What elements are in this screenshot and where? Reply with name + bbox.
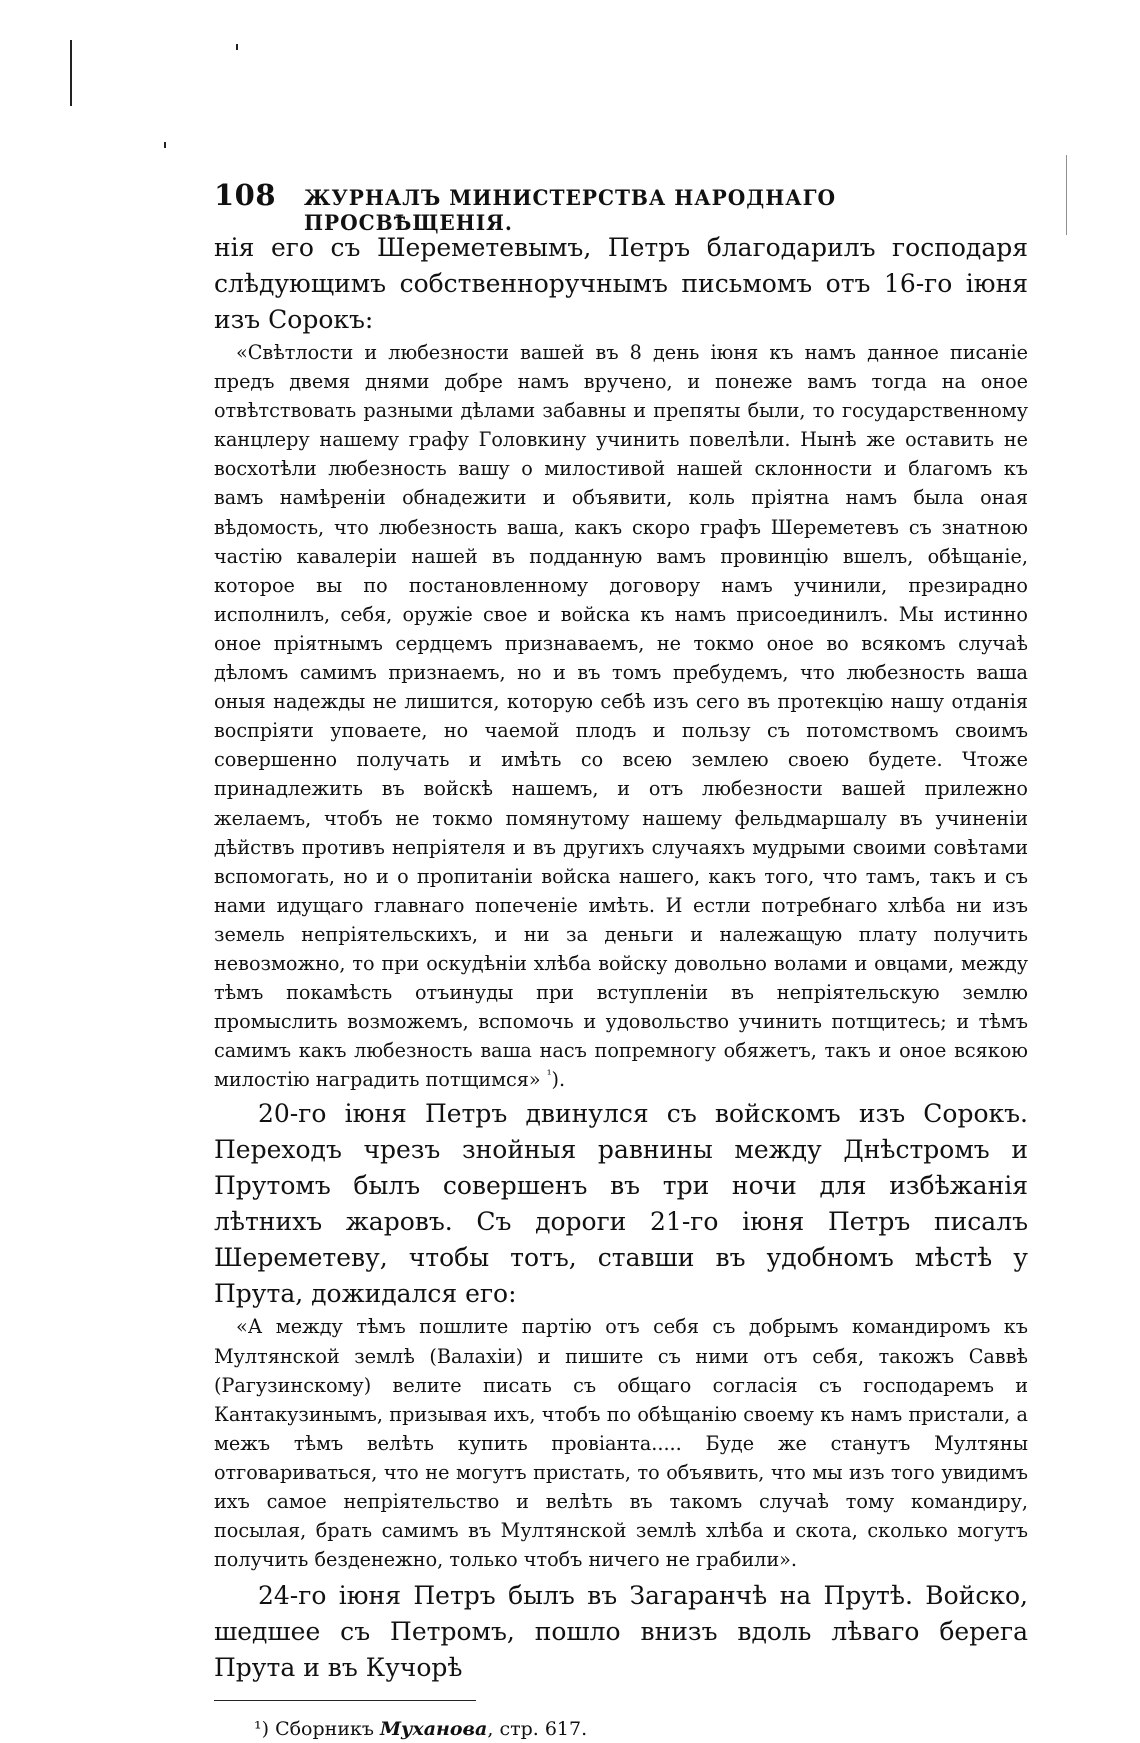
narrative-paragraph-1: 20-го іюня Петръ двинулся съ войскомъ изъ Сорокъ. Переходъ чрезъ знойныя равнины между Днѣстромъ и Прутомъ былъ совершенъ въ три ночи для избѣжанія лѣтнихъ жаровъ. Съ дороги 21-го іюня Петръ писалъ Шереметеву, чтобы тотъ, ставши въ удобномъ мѣстѣ у Прута, дожидался его: — [214, 1099, 1028, 1309]
page-number: 108 — [214, 178, 277, 212]
footnote-page: , стр. 617. — [487, 1718, 588, 1741]
footnote-ref: ¹ — [546, 1067, 552, 1082]
intro-paragraph: нія его съ Шереметевымъ, Петръ благодарилъ господаря слѣдующимъ собственноручнымъ письмомъ отъ 16-го іюня изъ Сорокъ: — [214, 233, 1028, 334]
running-title: ЖУРНАЛЪ МИНИСТЕРСТВА НАРОДНАГО ПРОСВѢЩЕНІЯ. — [304, 185, 837, 235]
footnote-text: Сборникъ — [275, 1718, 374, 1741]
footnote-source: Муханова — [380, 1718, 488, 1741]
page-header — [214, 178, 1028, 235]
letter-quote-1-text: «Свѣтлости и любезности вашей въ 8 день іюня къ намъ данное писаніе предъ двемя днями добре намъ вручено, и понеже вамъ тогда на оное отвѣтствовать разными дѣлами забавны и препяты были, то государственному канцлеру нашему графу Головкину учинить повелѣли. Нынѣ же оставить не восхотѣли любезность вашу о милостивой нашей склонности и благомъ къ вамъ намѣреніи обнадежити и объявити, коль пріятна намъ была оная вѣдомость, что любезность ваша, какъ скоро графъ Шереметевъ съ знатною частію кавалеріи нашей въ подданную вамъ провинцію вшелъ, обѣщаніе, котороe вы по постановленному договору намъ учинили, презирадно исполнилъ, себя, оружіе свое и войска къ намъ присоединилъ. Мы истинно оное пріятнымъ сердцемъ признаваемъ, не токмо оное во всякомъ случаѣ дѣломъ самимъ признаемъ, но и въ томъ пребудемъ, что любезность ваша оныя надежды не лишится, которую себѣ изъ сего въ протекцію нашу отданія воспріяти уповаете, но чаемой плодъ и пользу съ потомствомъ своимъ совершенно получать и имѣть со всею землею своею будете. Чтоже принадлежить въ войскѣ нашемъ, и отъ любезности вашей прилежно желаемъ, чтобъ не токмо помянутому нашему фельдмаршалу въ учиненіи дѣйствъ противъ непріятеля и въ другихъ случаяхъ мудрыми своими совѣтами вспомогать, но и о пропитаніи войска нашего, какъ того, что тамъ, такъ и съ нами идущаго главнаго попеченіе имѣть. И естли потребнаго хлѣба ни изъ земель непріятельскихъ, и ни за деньги и належащую плату получить невозможно, то при оскудѣніи хлѣба войску довольно волами и овцами, между тѣмъ покамѣсть отъинуды при вступленіи въ непріятельскую землю промыслить возможемъ, вспомочь и удовольство учинить потщитесь; и тѣмъ самимъ какъ любезность ваша насъ попремногу обяжетъ, такъ и оное всякою милостію наградить потщимся» — [214, 341, 1028, 1092]
scan-mark — [236, 44, 238, 50]
scan-mark — [164, 142, 166, 148]
scan-mark — [1066, 155, 1067, 235]
book-page — [214, 178, 1028, 1743]
narrative-paragraph-2: 24-го іюня Петръ былъ въ Загаранчѣ на Прутѣ. Войско, шедшее съ Петромъ, пошло внизъ вдоль лѣваго берега Прута и въ Кучорѣ — [214, 1581, 1028, 1683]
letter-quote-2: «А между тѣмъ пошлите партію отъ себя съ добрымъ командиромъ къ Мултянской землѣ (Валахіи) и пишите съ ними отъ себя, такожъ Саввѣ (Рагузинскому) велите писать съ общаго согласія съ господаремъ и Кантакузинымъ, призывая ихъ, чтобъ по обѣщанію своему къ намъ пристали, а межъ тѣмъ велѣть купить провіанта..... Буде же станутъ Мултяны отговариваться, что не могутъ пристать, то объявить, что мы изъ того увидимъ ихъ самое непріятельство и велѣть въ такомъ случаѣ тому командиру, посылая, брать самимъ въ Мултянской землѣ хлѣба и скота, сколько могутъ получить безденежно, только чтобъ ничего не грабили». — [214, 1315, 1028, 1572]
footnote-marker: ¹) — [254, 1718, 270, 1741]
footnote-divider — [214, 1700, 476, 1701]
letter-quote-1-end: ). — [551, 1068, 566, 1092]
footnote — [254, 1715, 1028, 1743]
scan-mark — [70, 40, 72, 106]
letter-quote-1 — [214, 338, 1028, 1094]
